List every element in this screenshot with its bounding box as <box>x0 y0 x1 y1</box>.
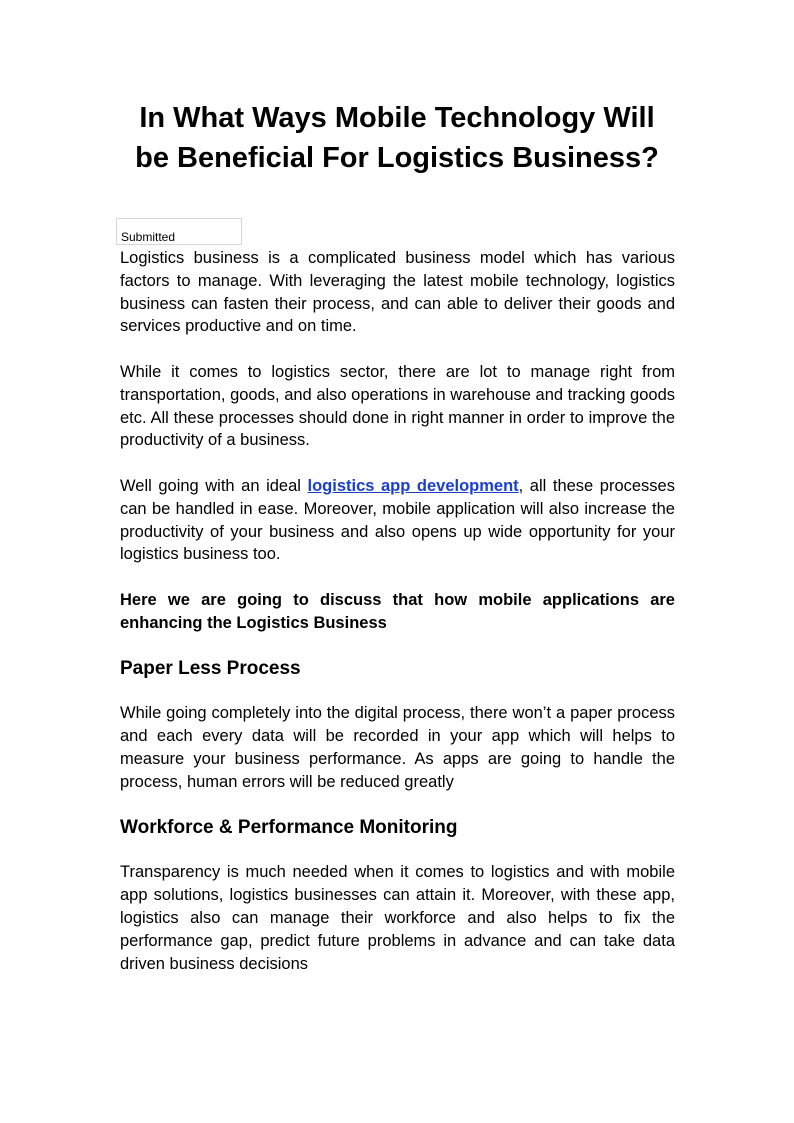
logistics-app-development-link[interactable]: logistics app development <box>307 476 519 495</box>
discussion-intro-paragraph: Here we are going to discuss that how mobile applications are enhancing the Logistics Business <box>120 590 675 632</box>
submitted-label-box <box>116 218 242 245</box>
page-title-line-1: In What Ways Mobile Technology Will <box>139 102 655 134</box>
logistics-sector-paragraph: While it comes to logistics sector, there are lot to manage right from transportation, goods, and also operations in warehouse and tracking goods etc. All these processes should done in right manner in order to improve the productivity of a business. <box>120 362 675 450</box>
article-body <box>120 247 675 975</box>
paragraph-text-before-link: Well going with an ideal <box>120 476 308 495</box>
page-title-line-2: be Beneficial For Logistics Business? <box>135 142 659 174</box>
section-body-workforce: Transparency is much needed when it comes to logistics and with mobile app solutions, logistics businesses can attain it. Moreover, with these app, logistics also can manage their workforce and also helps to fix the performance gap, predict future problems in advance and can take data driven business decisions <box>120 863 675 973</box>
section-body-paper-less: While going completely into the digital process, there won’t a paper process and each every data will be recorded in your app which will helps to measure your business performance. As apps are going to handle the process, human errors will be reduced greatly <box>120 704 675 791</box>
section-heading-paper-less: Paper Less Process <box>120 658 301 680</box>
page-title <box>90 98 704 178</box>
paragraph-text-after-link: , all these processes can be handled in ease. Moreover, mobile application will also increase the productivity of your business and also opens up wide opportunity for your logistics business too. <box>120 476 675 564</box>
submitted-label: Submitted <box>121 230 176 244</box>
intro-paragraph: Logistics business is a complicated business model which has various factors to manage. With leveraging the latest mobile technology, logistics business can fasten their process, and can able to deliver their goods and services productive and on time. <box>120 249 675 336</box>
section-heading-workforce: Workforce & Performance Monitoring <box>120 817 458 839</box>
app-development-paragraph <box>120 475 675 566</box>
